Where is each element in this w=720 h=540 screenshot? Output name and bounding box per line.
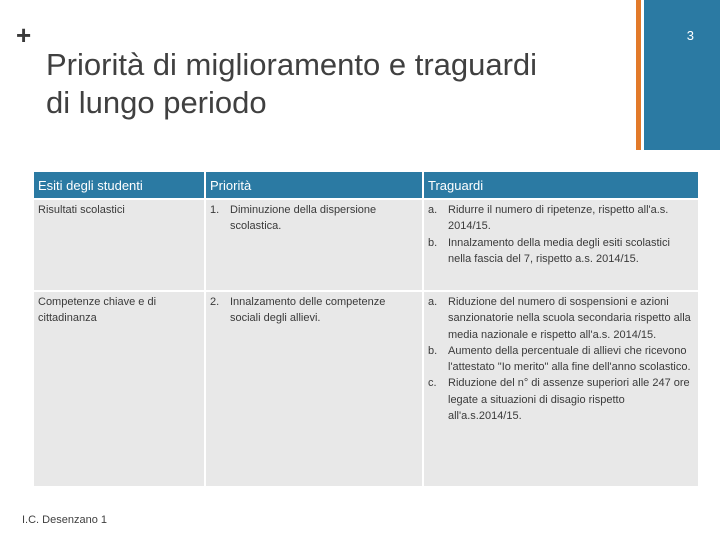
- cell-priorita: [204, 292, 422, 488]
- header-traguardi: Traguardi: [422, 172, 698, 200]
- list-marker: a.: [428, 296, 438, 308]
- list-marker: b.: [428, 236, 438, 249]
- header-esiti: Esiti degli studenti: [34, 172, 204, 200]
- plus-icon: +: [16, 20, 32, 50]
- priority-list: [210, 202, 418, 235]
- list-marker: a.: [428, 204, 438, 216]
- list-text: Innalzamento della media degli esiti scolastici nella fascia del 7, rispetto a.s. 2014/15.: [448, 236, 670, 265]
- priorities-table: [34, 172, 698, 488]
- list-item: [428, 294, 694, 343]
- list-item: [428, 202, 694, 235]
- goals-list: [428, 294, 694, 424]
- list-text: Diminuzione della dispersione scolastica.: [230, 204, 377, 233]
- list-marker: 2.: [210, 296, 220, 308]
- cell-priorita: [204, 200, 422, 292]
- goals-list: [428, 202, 694, 267]
- list-item: [210, 294, 418, 327]
- page-number-panel: [644, 0, 720, 150]
- header-priorita: Priorità: [204, 172, 422, 200]
- table-header-row: [34, 172, 698, 200]
- list-item: [428, 235, 694, 268]
- list-text: Riduzione del n° di assenze superiori alle 247 ore legate a situazioni di disagio rispetto all'a.s.2014/15.: [448, 377, 690, 423]
- list-item: [210, 202, 418, 235]
- list-item: [428, 343, 694, 376]
- list-text: Innalzamento delle competenze sociali degli allievi.: [230, 296, 386, 325]
- list-text: Aumento della percentuale di allievi che ricevono l'attestato "Io merito" alla fine dell'anno scolastico.: [448, 344, 691, 374]
- title-line-1: Priorità di miglioramento e traguardi: [46, 47, 538, 82]
- table-row: [34, 292, 698, 488]
- cell-esiti: Competenze chiave e di cittadinanza: [34, 292, 204, 488]
- page-number: 3: [686, 28, 694, 43]
- list-text: Riduzione del numero di sospensioni e azioni sanzionatorie nella scuola secondaria rispetto alla media nazionale e rispetto all'a.s. 2014/15.: [448, 296, 691, 341]
- title-line-2: di lungo periodo: [46, 85, 267, 120]
- accent-bar: [636, 0, 641, 150]
- cell-traguardi: [422, 200, 698, 292]
- priority-list: [210, 294, 418, 327]
- list-marker: b.: [428, 344, 438, 357]
- list-marker: c.: [428, 377, 437, 390]
- list-marker: 1.: [210, 204, 220, 216]
- list-item: [428, 375, 694, 424]
- cell-esiti: Risultati scolastici: [34, 200, 204, 292]
- list-text: Ridurre il numero di ripetenze, rispetto all'a.s. 2014/15.: [448, 204, 669, 233]
- cell-traguardi: [422, 292, 698, 488]
- slide-title: [46, 46, 636, 122]
- footer-label: I.C. Desenzano 1: [22, 514, 107, 526]
- table-row: [34, 200, 698, 292]
